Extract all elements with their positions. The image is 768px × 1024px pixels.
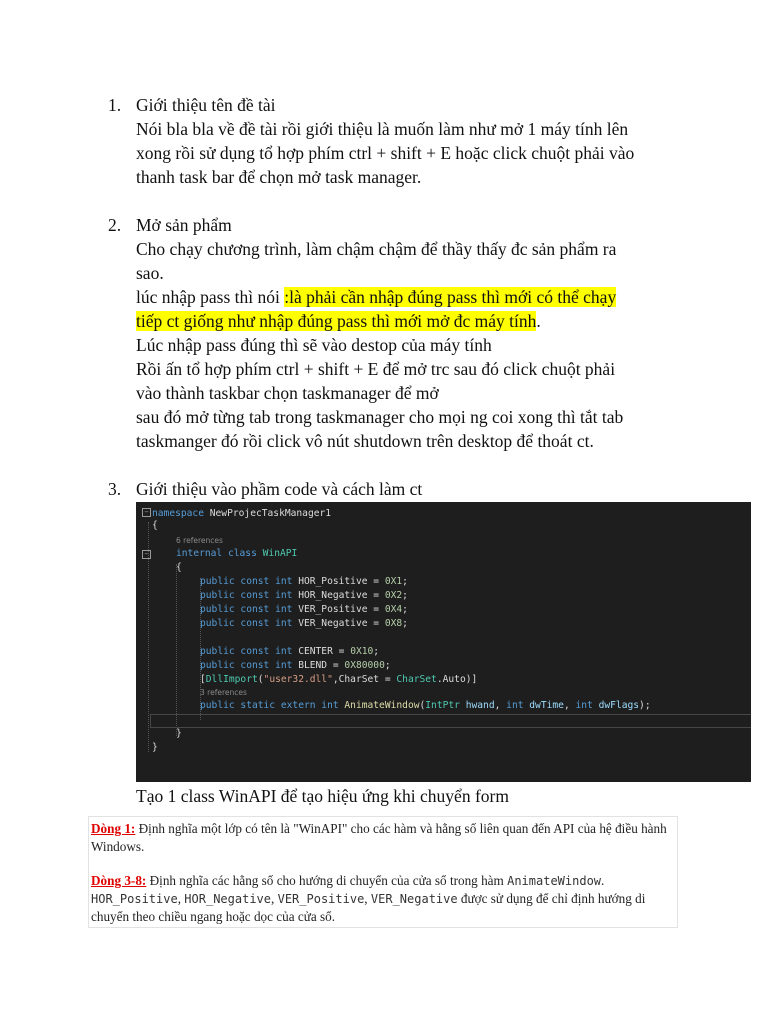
note-code-hor-negative: HOR_Negative — [184, 892, 271, 906]
section-2-line-b3: vào thành taskbar chọn taskmanager để mở — [136, 383, 439, 403]
figure-caption: Tạo 1 class WinAPI để tạo hiệu ứng khi chuyển form — [136, 786, 509, 806]
section-2-line-b1: Lúc nhập pass đúng thì sẽ vào destop của máy tính — [136, 335, 492, 355]
code-line-const-1: public const int HOR_Positive = 0X1; — [200, 576, 408, 587]
code-line-const-5: public const int CENTER = 0X10; — [200, 646, 380, 657]
note-sep-2: , — [271, 891, 278, 906]
section-2-pass-line-2 — [136, 309, 672, 333]
note-code-ver-negative: VER_Negative — [370, 892, 458, 906]
note-spacer — [91, 856, 675, 872]
note-label-1: Dòng 1: — [91, 821, 136, 836]
section-3 — [108, 477, 672, 501]
note-line-1 — [91, 820, 675, 856]
pass-line-highlight-2: tiếp ct giống như nhập đúng pass thì mới mở đc máy tính — [136, 311, 537, 331]
code-line-namespace: namespace NewProjecTaskManager1 — [152, 508, 332, 519]
section-3-number: 3. — [108, 479, 122, 499]
code-line-dllimport: [DllImport("user32.dll",CharSet = CharSet.Auto)] — [200, 674, 478, 685]
code-line-open: { — [152, 520, 158, 531]
note-label-2: Dòng 3-8: — [91, 873, 147, 888]
section-1-line-1: Nói bla bla về đề tài rồi giới thiệu là muốn làm như mở 1 máy tính lên — [136, 119, 629, 139]
section-1-line-3: thanh task bar để chọn mở task manager. — [136, 167, 422, 187]
section-2-line-b4: sau đó mở từng tab trong taskmanager cho mọi ng coi xong thì tắt tab — [136, 407, 624, 427]
indent-guide — [176, 564, 177, 736]
note-sep-1: , — [177, 891, 185, 906]
section-2-heading: Mở sản phẩm — [136, 215, 232, 235]
code-refs-6[interactable]: 6 references — [176, 536, 223, 545]
section-2-line-a1: Cho chạy chương trình, làm chậm chậm để thầy thấy đc sản phẩm ra — [136, 239, 617, 259]
code-line-const-6: public const int BLEND = 0X80000; — [200, 660, 391, 671]
pass-line-prefix: lúc nhập pass thì nói — [136, 287, 285, 307]
code-refs-3[interactable]: 3 references — [200, 688, 247, 697]
note-code-animatewindow: AnimateWindow — [507, 874, 602, 888]
code-line-const-4: public const int VER_Negative = 0X8; — [200, 618, 408, 629]
code-line-method: public static extern int AnimateWindow(IntPtr hwand, int dwTime, int dwFlags); — [200, 700, 651, 711]
current-line-highlight — [150, 714, 751, 728]
section-2-pass-line-1 — [136, 285, 672, 309]
section-1 — [108, 93, 672, 189]
section-2 — [108, 213, 672, 453]
section-1-heading: Giới thiệu tên đề tài — [136, 95, 276, 115]
explanation-box — [88, 816, 678, 928]
section-2-line-b5: taskmanger đó rồi click vô nút shutdown trên desktop để thoát ct. — [136, 431, 594, 451]
code-screenshot — [136, 502, 751, 782]
note-text-2a: Định nghĩa các hằng số cho hướng di chuyển của cửa sổ trong hàm — [146, 873, 508, 888]
section-3-heading: Giới thiệu vào phầm code và cách làm ct — [136, 479, 423, 499]
pass-line-suffix: . — [536, 311, 541, 331]
code-line-close: } — [152, 742, 158, 753]
note-text-2c: được sử dụng để chỉ định hướng di chuyển theo chiều ngang hoặc dọc của cửa sổ. — [91, 891, 646, 924]
note-text-2b: . — [601, 873, 605, 888]
section-2-number: 2. — [108, 215, 122, 235]
collapse-icon[interactable]: − — [142, 550, 151, 559]
indent-guide — [148, 522, 149, 752]
note-text-1: Định nghĩa một lớp có tên là "WinAPI" cho các hàm và hằng số liên quan đến API của hệ điều hành Windows. — [91, 821, 667, 854]
code-line-class-open: { — [176, 562, 182, 573]
code-line-const-3: public const int VER_Positive = 0X4; — [200, 604, 408, 615]
note-line-2 — [91, 872, 675, 926]
code-line-class-close: } — [176, 728, 182, 739]
code-line-class: internal class WinAPI — [176, 548, 298, 559]
note-code-ver-positive: VER_Positive — [277, 892, 365, 906]
section-1-number: 1. — [108, 95, 122, 115]
section-2-line-b2: Rồi ấn tổ hợp phím ctrl + shift + E để mở trc sau đó click chuột phải — [136, 359, 616, 379]
section-2-line-a2: sao. — [136, 263, 164, 283]
section-1-line-2: xong rồi sử dụng tổ hợp phím ctrl + shift + E hoặc click chuột phải vào — [136, 143, 635, 163]
code-line-const-2: public const int HOR_Negative = 0X2; — [200, 590, 408, 601]
collapse-icon[interactable]: − — [142, 508, 151, 517]
pass-line-highlight-1: :là phải cần nhập đúng pass thì mới có thể chạy — [284, 287, 617, 307]
note-sep-3: , — [364, 891, 371, 906]
note-code-hor-positive: HOR_Positive — [91, 892, 178, 906]
